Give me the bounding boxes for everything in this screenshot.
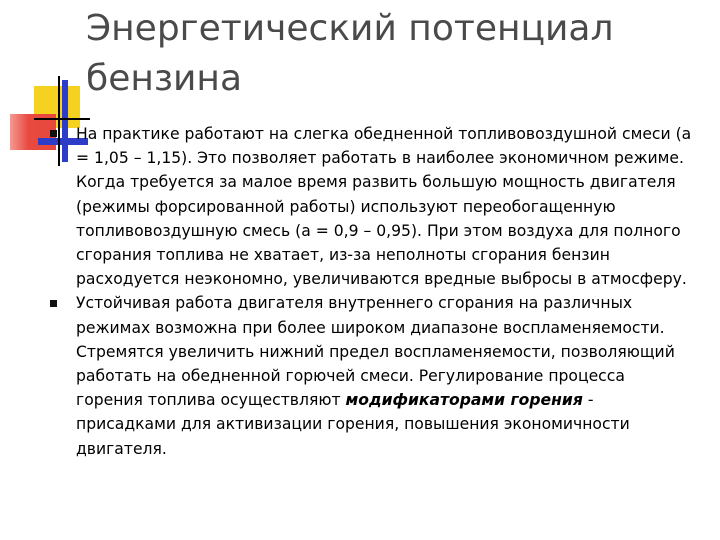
- square-bullet-icon: [50, 300, 57, 307]
- logo-black-line-horizontal: [34, 118, 90, 120]
- bullet-text-before: Устойчивая работа двигателя внутреннего сгорания на различных режимах возможна при более широком диапазоне воспламеняемости. Стремятся увеличить нижний предел воспламеняемости, позволяющий работать на обедненной горючей смеси. Регулирование процесса горения топлива осуществляют: [76, 294, 675, 410]
- bullet-list: [0, 122, 720, 461]
- square-bullet-icon: [50, 130, 57, 137]
- list-item: [0, 122, 720, 291]
- list-item: [0, 291, 720, 460]
- bullet-text: На практике работают на слегка обедненной топливовоздушной смеси (a = 1,05 – 1,15). Это позволяет работать в наиболее экономичном режиме. Когда требуется за малое время развить большую мощность двигателя (режимы форсированной работы) используют переобогащенную топливовоздушную смесь (a = 0,9 – 0,95). При этом воздуха для полного сгорания топлива не хватает, из-за неполноты сгорания бензин расходуется неэкономно, увеличиваются вредные выбросы в атмосферу.: [76, 125, 692, 289]
- bullet-text-after: - присадками для активизации горения, повышения экономичности двигателя.: [76, 391, 630, 458]
- emphasis-term: модификаторами горения: [345, 391, 583, 410]
- slide-title: Энергетический потенциал бензина: [86, 8, 614, 99]
